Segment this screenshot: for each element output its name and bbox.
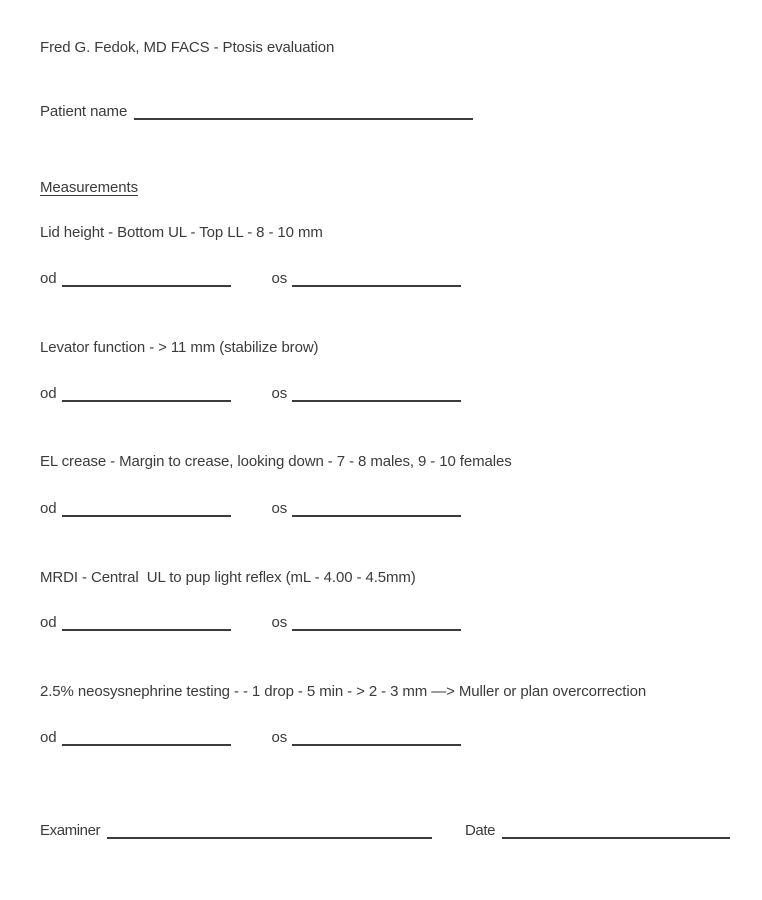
od-blank	[62, 616, 231, 631]
examiner-label: Examiner	[40, 822, 101, 839]
patient-name-label: Patient name	[40, 103, 128, 120]
os-blank	[292, 731, 461, 746]
measurements-heading: Measurements	[40, 179, 139, 196]
patient-name-row	[40, 103, 473, 120]
measurement-description-el-crease: EL crease - Margin to crease, looking down - 7 - 8 males, 9 - 10 females	[40, 453, 512, 470]
od-label: od	[40, 729, 57, 746]
od-os-row	[40, 383, 461, 402]
od-os-row	[40, 727, 461, 746]
od-blank	[62, 502, 231, 517]
od-os-row	[40, 268, 461, 287]
od-label: od	[40, 614, 57, 631]
od-label: od	[40, 500, 57, 517]
od-label: od	[40, 270, 57, 287]
od-blank	[62, 731, 231, 746]
os-label: os	[271, 385, 288, 402]
os-blank	[292, 502, 461, 517]
measurement-description-lid-height: Lid height - Bottom UL - Top LL - 8 - 10 mm	[40, 224, 323, 241]
document-title: Fred G. Fedok, MD FACS - Ptosis evaluation	[40, 39, 335, 56]
os-label: os	[271, 270, 288, 287]
od-os-row	[40, 498, 461, 517]
examiner-row	[40, 822, 432, 839]
date-row	[465, 822, 730, 839]
os-blank	[292, 272, 461, 287]
date-label: Date	[465, 822, 496, 839]
os-label: os	[271, 614, 288, 631]
os-label: os	[271, 729, 288, 746]
date-blank	[502, 822, 730, 839]
os-blank	[292, 387, 461, 402]
patient-name-blank	[134, 103, 473, 120]
od-blank	[62, 272, 231, 287]
os-label: os	[271, 500, 288, 517]
od-label: od	[40, 385, 57, 402]
measurement-description-neosynephrine-testing: 2.5% neosysnephrine testing - - 1 drop - 5 min - > 2 - 3 mm —> Muller or plan overcorrection	[40, 683, 647, 700]
measurement-description-levator-function: Levator function - > 11 mm (stabilize brow)	[40, 339, 319, 356]
od-blank	[62, 387, 231, 402]
examiner-blank	[107, 822, 432, 839]
od-os-row	[40, 612, 461, 631]
measurement-description-mrdi: MRDI - Central UL to pup light reflex (mL - 4.00 - 4.5mm)	[40, 569, 416, 586]
os-blank	[292, 616, 461, 631]
